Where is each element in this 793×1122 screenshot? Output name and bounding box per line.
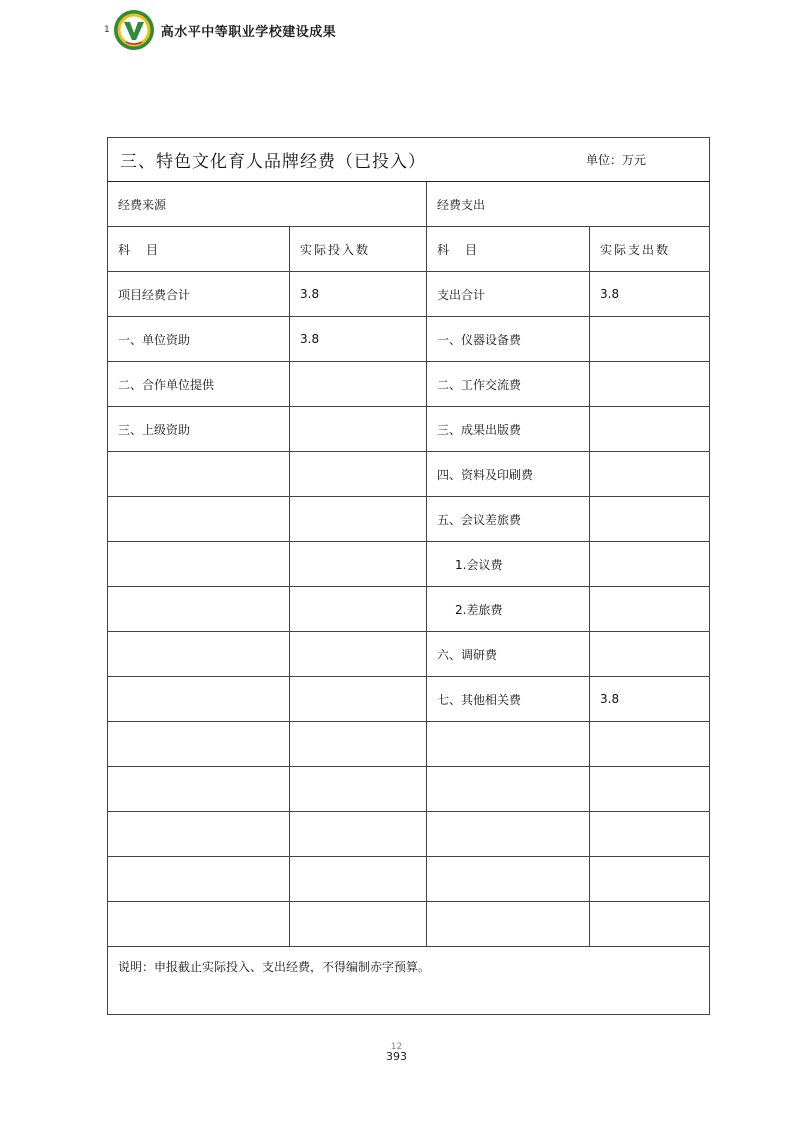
page-header: [104, 8, 336, 52]
source-cell: [108, 902, 290, 947]
expense-cell: 四、资料及印刷费: [427, 452, 590, 497]
input-cell: [290, 587, 427, 632]
spend-cell: [590, 632, 710, 677]
school-logo-icon: [113, 9, 155, 51]
table-row: [108, 317, 710, 362]
source-cell: [108, 857, 290, 902]
table-row: [108, 587, 710, 632]
budget-table: [107, 137, 710, 1015]
spend-cell: [590, 407, 710, 452]
spend-cell: [590, 812, 710, 857]
section-header-row: [108, 182, 710, 227]
input-cell: [290, 497, 427, 542]
expense-label: 经费支出: [427, 182, 710, 227]
page-number: [0, 1044, 793, 1063]
input-cell: [290, 677, 427, 722]
unit-label: 单位：万元: [586, 153, 647, 167]
input-cell: [290, 407, 427, 452]
input-cell: [290, 812, 427, 857]
source-cell: [108, 812, 290, 857]
input-cell: 3.8: [290, 272, 427, 317]
table-row: [108, 452, 710, 497]
spend-cell: [590, 497, 710, 542]
source-cell: [108, 542, 290, 587]
source-cell: [108, 677, 290, 722]
table-row: [108, 407, 710, 452]
source-cell: 二、合作单位提供: [108, 362, 290, 407]
note-row: [108, 947, 710, 1015]
page-number-text: 393: [386, 1050, 407, 1063]
spend-cell: [590, 317, 710, 362]
spend-cell: [590, 857, 710, 902]
input-cell: [290, 767, 427, 812]
column-header-row: [108, 227, 710, 272]
source-cell: [108, 452, 290, 497]
table-row: [108, 722, 710, 767]
table-row: [108, 857, 710, 902]
input-cell: [290, 902, 427, 947]
input-cell: [290, 362, 427, 407]
expense-cell: 1.会议费: [427, 542, 590, 587]
table-row: [108, 677, 710, 722]
expense-cell: 六、调研费: [427, 632, 590, 677]
spend-cell: [590, 722, 710, 767]
table-row: [108, 767, 710, 812]
input-cell: 3.8: [290, 317, 427, 362]
table-row: [108, 812, 710, 857]
expense-cell: 一、仪器设备费: [427, 317, 590, 362]
source-cell: [108, 722, 290, 767]
source-cell: 三、上级资助: [108, 407, 290, 452]
source-label: 经费来源: [108, 182, 427, 227]
header-mark: 1: [104, 25, 110, 35]
source-cell: 项目经费合计: [108, 272, 290, 317]
expense-cell: [427, 812, 590, 857]
expense-cell: 五、会议差旅费: [427, 497, 590, 542]
table-title-row: [108, 138, 710, 182]
input-cell: [290, 857, 427, 902]
expense-cell: 2.差旅费: [427, 587, 590, 632]
table-row: [108, 542, 710, 587]
source-cell: [108, 632, 290, 677]
input-cell: [290, 722, 427, 767]
faded-page-number: 12: [390, 1042, 403, 1052]
spend-cell: [590, 902, 710, 947]
table-title: 三、特色文化育人品牌经费（已投入）: [120, 152, 426, 172]
expense-cell: [427, 902, 590, 947]
spend-cell: [590, 452, 710, 497]
spend-cell: [590, 542, 710, 587]
table-row: [108, 362, 710, 407]
header-title: 高水平中等职业学校建设成果: [160, 24, 337, 40]
table-row: [108, 632, 710, 677]
col-subject-right: 科 目: [427, 227, 590, 272]
input-cell: [290, 542, 427, 587]
source-cell: [108, 767, 290, 812]
expense-cell: [427, 767, 590, 812]
col-subject-left: 科 目: [108, 227, 290, 272]
expense-cell: 七、其他相关费: [427, 677, 590, 722]
table-row: [108, 497, 710, 542]
input-cell: [290, 452, 427, 497]
table-title-cell: [108, 138, 710, 182]
table-row: [108, 902, 710, 947]
expense-cell: 三、成果出版费: [427, 407, 590, 452]
source-cell: [108, 587, 290, 632]
source-cell: [108, 497, 290, 542]
col-actual-input: 实际投入数: [290, 227, 427, 272]
spend-cell: 3.8: [590, 677, 710, 722]
note-text: 说明：申报截止实际投入、支出经费，不得编制赤字预算。: [108, 947, 710, 1015]
input-cell: [290, 632, 427, 677]
spend-cell: [590, 362, 710, 407]
expense-cell: 支出合计: [427, 272, 590, 317]
col-actual-expense: 实际支出数: [590, 227, 710, 272]
spend-cell: [590, 587, 710, 632]
expense-cell: 二、工作交流费: [427, 362, 590, 407]
spend-cell: [590, 767, 710, 812]
table-row: [108, 272, 710, 317]
expense-cell: [427, 722, 590, 767]
spend-cell: 3.8: [590, 272, 710, 317]
source-cell: 一、单位资助: [108, 317, 290, 362]
expense-cell: [427, 857, 590, 902]
